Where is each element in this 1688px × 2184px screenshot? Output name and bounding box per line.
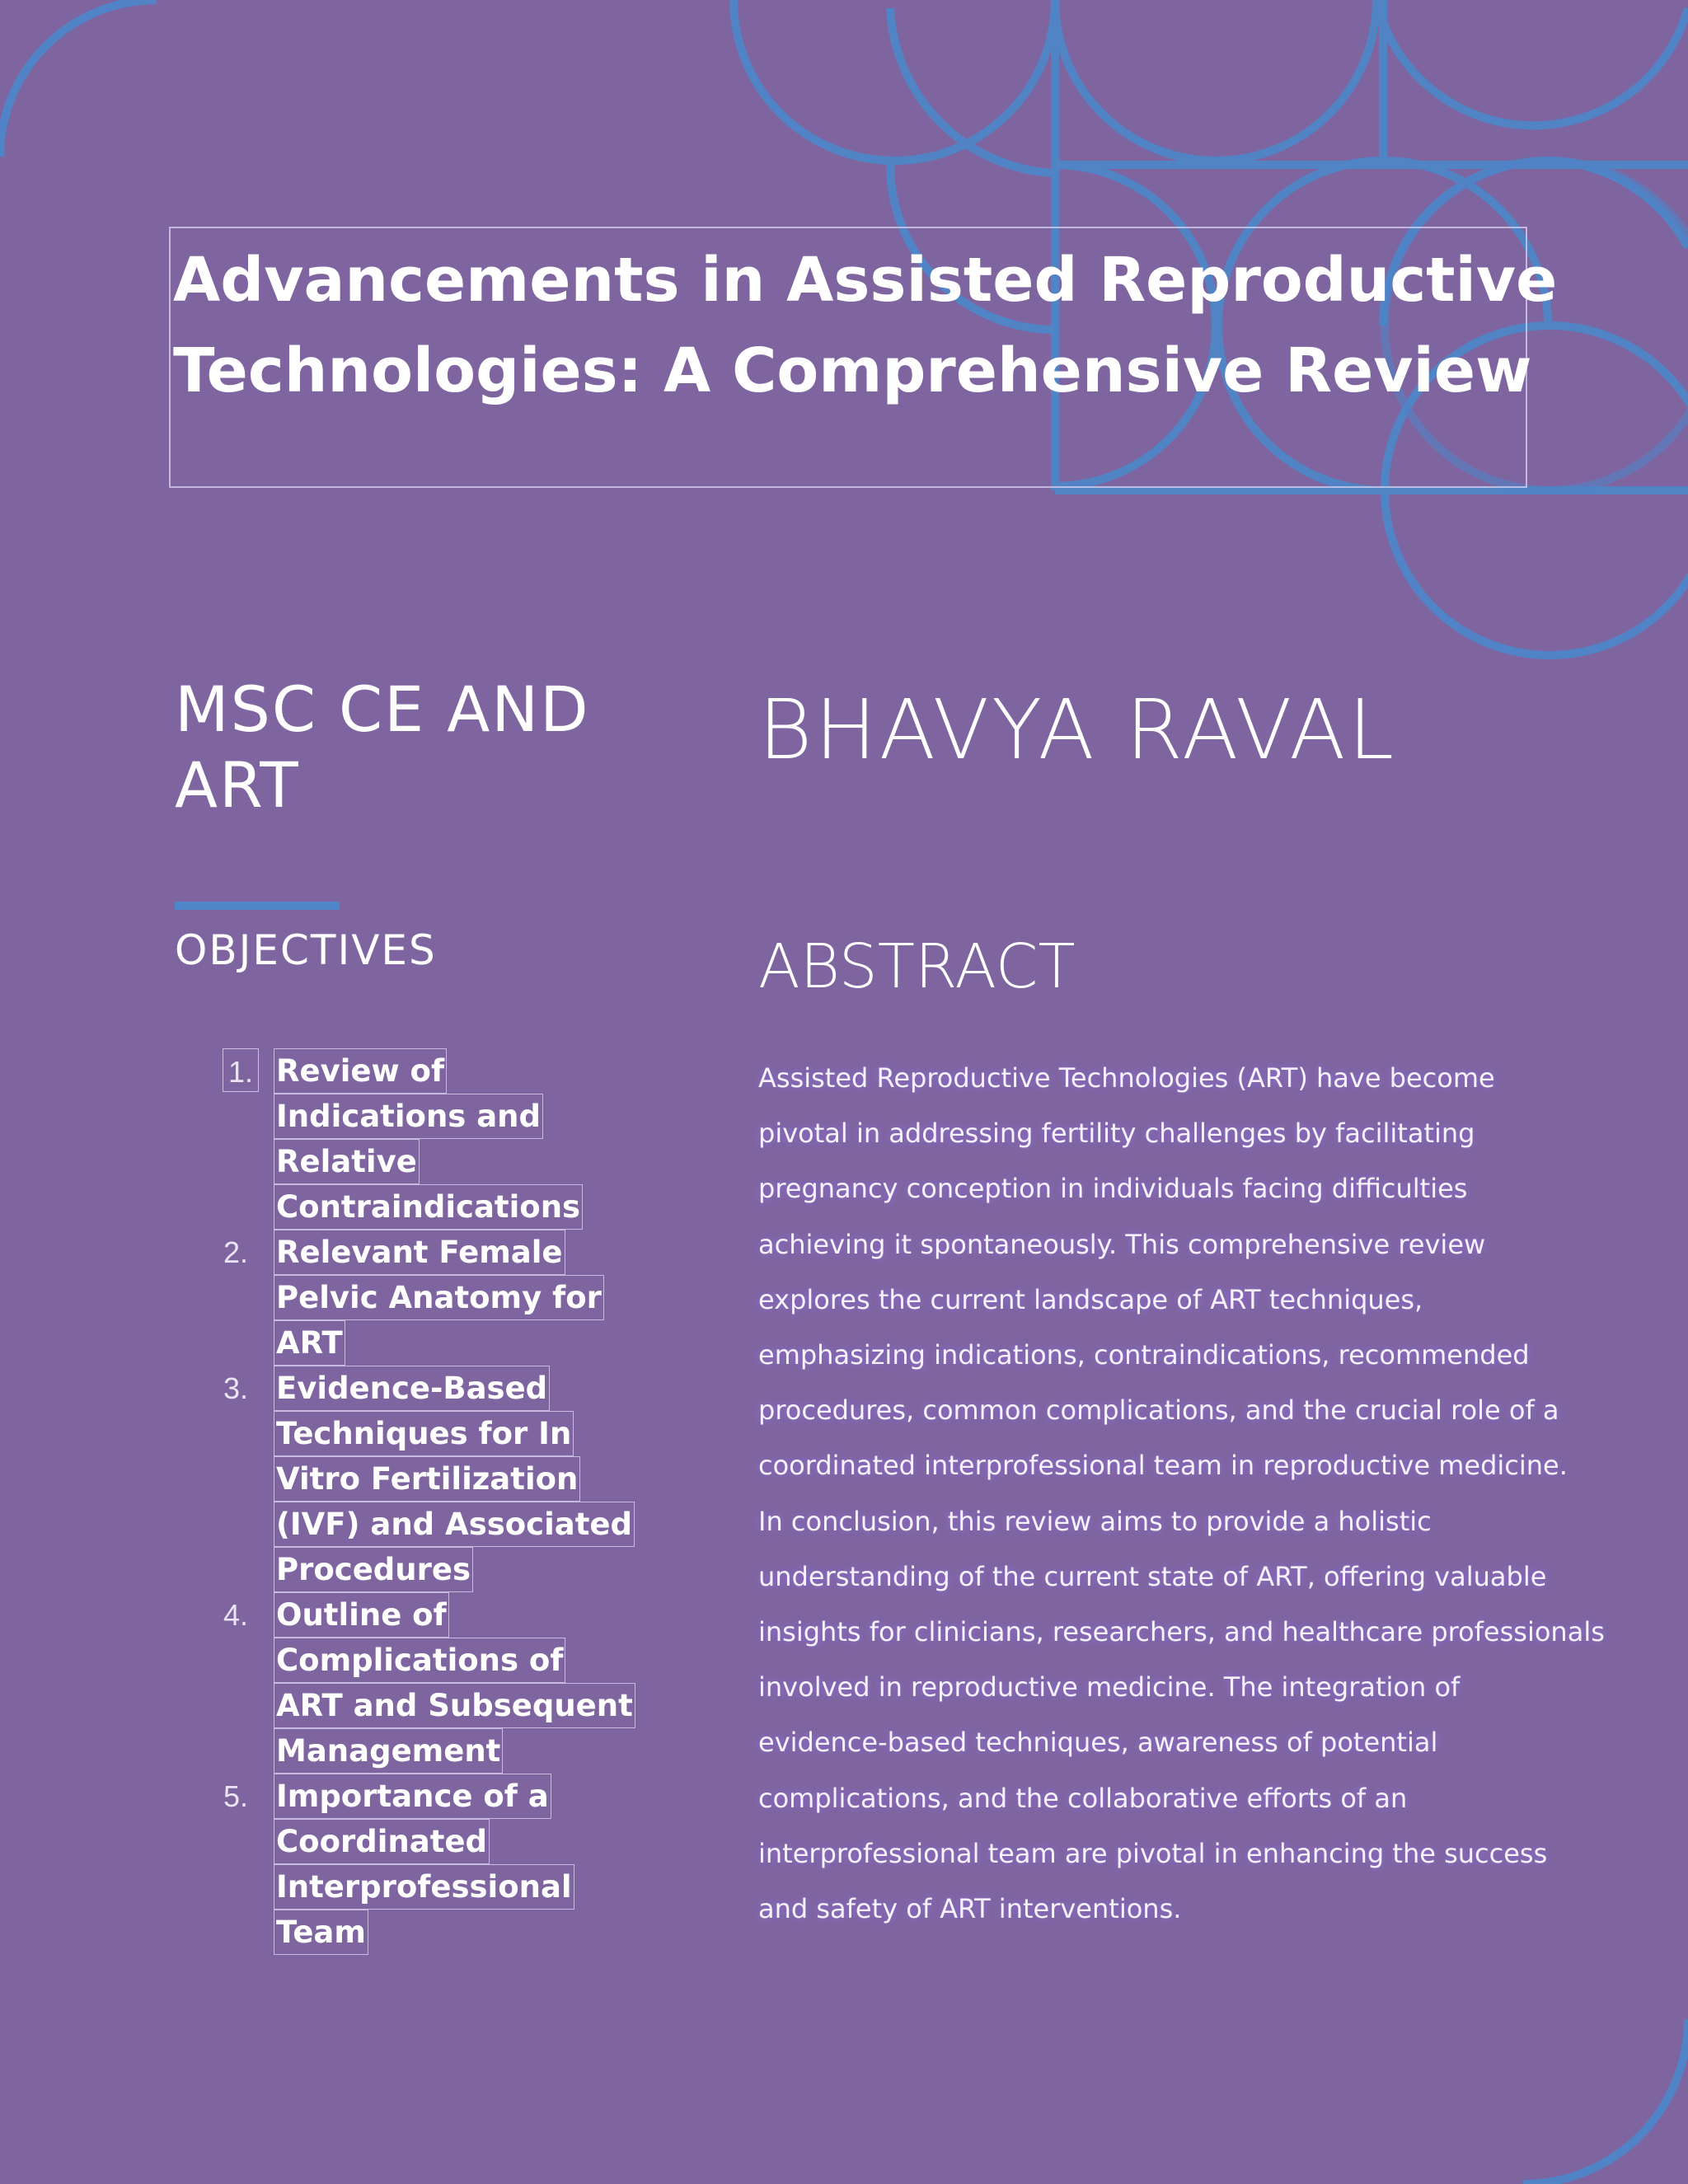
objective-number: 5. <box>223 1779 249 1813</box>
objective-text: Evidence-Based <box>274 1366 550 1411</box>
objective-text: Importance of a <box>274 1774 551 1819</box>
abstract-line: understanding of the current state of ART, offering valuable <box>758 1560 1547 1592</box>
abstract-line: emphasizing indications, contraindications, recommended <box>758 1339 1530 1371</box>
objective-text: Relative <box>274 1139 420 1184</box>
deco-arc-2 <box>1055 0 1376 161</box>
abstract-line: Assisted Reproductive Technologies (ART) have become <box>758 1062 1495 1094</box>
objective-text: Contraindications <box>274 1184 583 1230</box>
objective-number: 2. <box>223 1235 249 1269</box>
abstract-heading: ABSTRACT <box>758 931 1076 1002</box>
objective-text: Team <box>274 1910 368 1955</box>
abstract-line: pivotal in addressing fertility challenges by facilitating <box>758 1118 1475 1150</box>
abstract-line: evidence-based techniques, awareness of potential <box>758 1727 1438 1759</box>
objective-item <box>223 1048 610 1230</box>
objective-text: (IVF) and Associated <box>274 1502 635 1547</box>
program-line: MSC CE AND <box>175 673 590 746</box>
objective-item <box>223 1592 633 1774</box>
program-name <box>175 672 686 823</box>
page-title <box>173 235 1558 416</box>
corner-arc-bottom-right <box>1523 2019 1688 2184</box>
abstract-line: insights for clinicians, researchers, and healthcare professionals <box>758 1616 1605 1648</box>
accent-divider <box>175 902 340 910</box>
abstract-line: complications, and the collaborative efforts of an <box>758 1782 1408 1814</box>
objective-text: Indications and <box>274 1094 543 1139</box>
objective-text: Pelvic Anatomy for <box>274 1275 604 1320</box>
abstract-line: procedures, common complications, and the crucial role of a <box>758 1394 1559 1427</box>
deco-arc-3 <box>1376 0 1688 125</box>
objective-text: Vitro Fertilization <box>274 1456 580 1502</box>
author-name: BHAVYA RAVAL <box>758 682 1397 778</box>
abstract-line: In conclusion, this review aims to provide a holistic <box>758 1505 1432 1537</box>
objective-text: Review of <box>274 1048 447 1094</box>
abstract-line: achieving it spontaneously. This comprehensive review <box>758 1228 1486 1260</box>
abstract-line: explores the current landscape of ART techniques, <box>758 1283 1423 1315</box>
objective-text: Relevant Female <box>274 1230 565 1275</box>
program-line: ART <box>175 748 300 822</box>
objective-text: Procedures <box>274 1547 473 1592</box>
objective-text: ART and Subsequent <box>274 1683 635 1728</box>
abstract-line: interprofessional team are pivotal in enhancing the success <box>758 1837 1548 1869</box>
objective-text: Coordinated <box>274 1819 490 1864</box>
corner-arc-top-left <box>0 0 157 157</box>
objective-text: Complications of <box>274 1638 565 1683</box>
abstract-line: and safety of ART interventions. <box>758 1893 1182 1925</box>
objectives-heading: OBJECTIVES <box>175 926 437 974</box>
objective-number: 4. <box>223 1598 249 1632</box>
objectives-list <box>223 1048 633 1955</box>
abstract-line: involved in reproductive medicine. The integration of <box>758 1671 1461 1704</box>
objective-number: 3. <box>223 1371 249 1405</box>
objective-text: ART <box>274 1320 345 1366</box>
objective-item <box>223 1366 633 1592</box>
title-line: Advancements in Assisted Reproductive <box>173 245 1558 316</box>
objective-text: Techniques for In <box>274 1411 574 1456</box>
abstract-body <box>758 1051 1605 1937</box>
abstract-line: coordinated interprofessional team in reproductive medicine. <box>758 1450 1568 1482</box>
objective-text: Interprofessional <box>274 1864 574 1910</box>
objective-text: Management <box>274 1728 503 1774</box>
objective-item <box>223 1774 610 1955</box>
objective-item <box>223 1230 610 1366</box>
objective-number: 1. <box>223 1048 259 1092</box>
objective-text: Outline of <box>274 1592 449 1638</box>
abstract-line: pregnancy conception in individuals facing difficulties <box>758 1173 1468 1205</box>
title-line: Technologies: A Comprehensive Review <box>173 335 1532 406</box>
